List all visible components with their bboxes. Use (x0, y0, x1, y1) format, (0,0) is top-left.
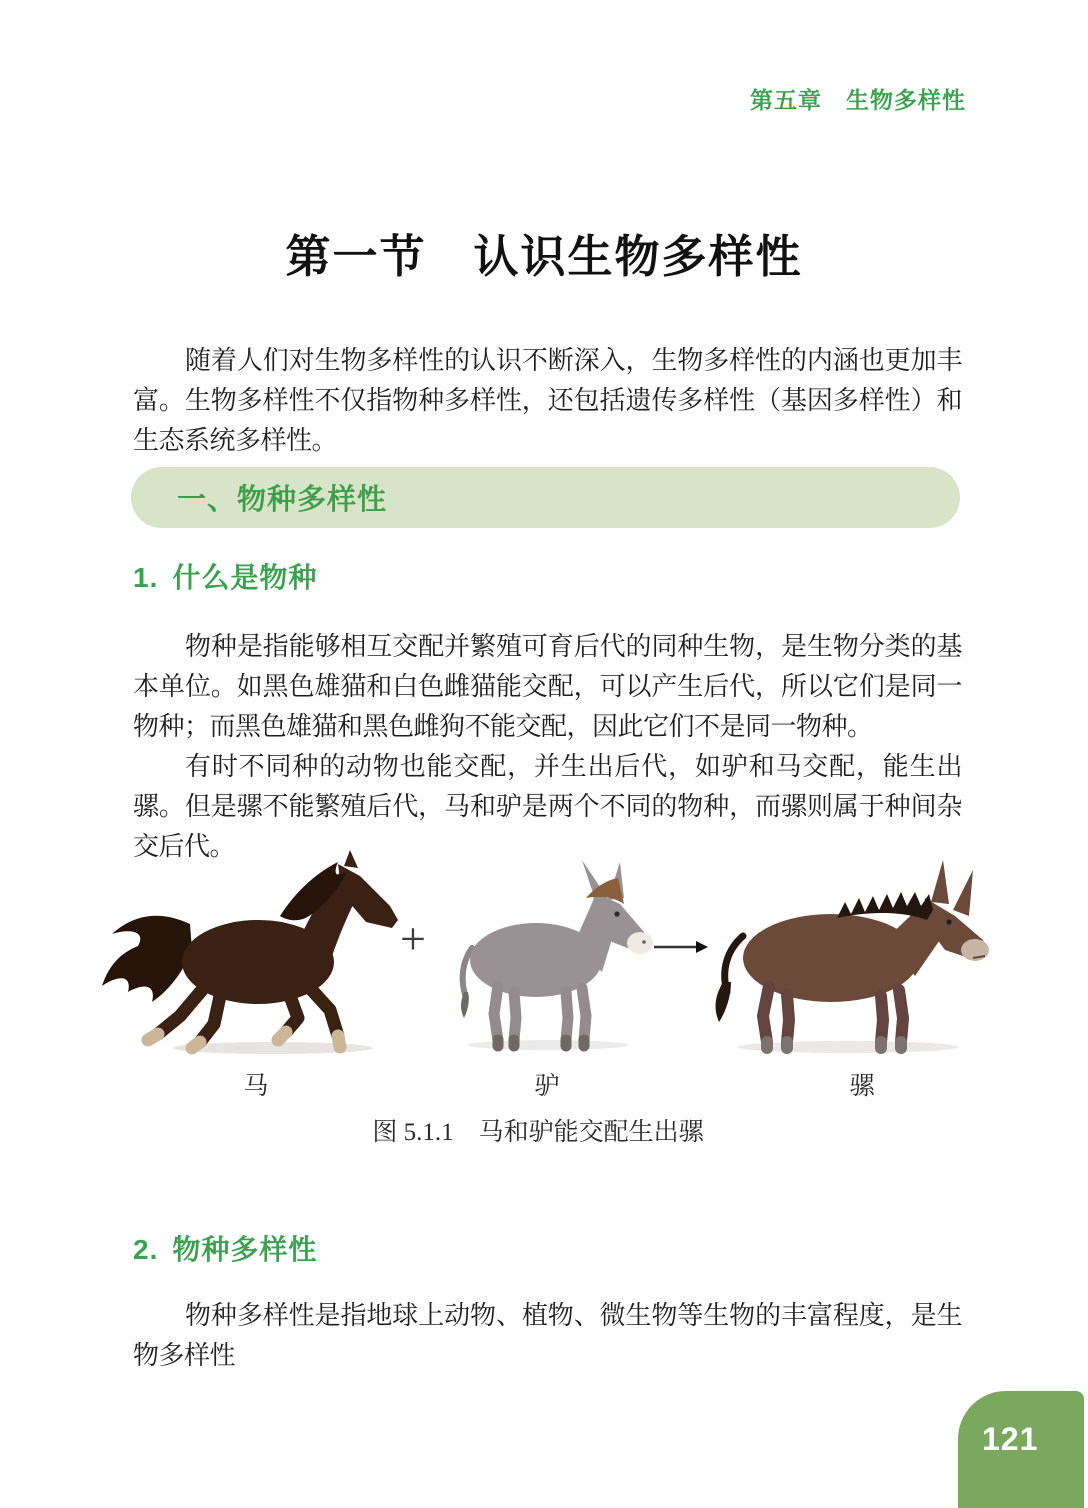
horse-image (98, 850, 418, 1058)
mule-image (703, 856, 995, 1054)
page-number: 121 (982, 1421, 1039, 1457)
figure-caption: 图 5.1.1 马和驴能交配生出骡 (372, 1119, 704, 1146)
horse-label: 马 (243, 1073, 269, 1100)
donkey-image (436, 856, 661, 1052)
subsection-1-number: 1. (133, 562, 159, 593)
section-banner (131, 467, 960, 528)
subsection-2-title: 物种多样性 (172, 1234, 318, 1265)
subsection-2-number: 2. (133, 1234, 159, 1265)
page-number-tab (958, 1391, 1084, 1508)
intro-paragraph: 随着人们对生物多样性的认识不断深入，生物多样性的内涵也更加丰富。生物多样性不仅指物种多样性，还包括遗传多样性（基因多样性）和生态系统多样性。 (133, 346, 962, 455)
plus-sign: + (400, 913, 426, 964)
subsection-2-heading (133, 1228, 317, 1268)
page-title: 第一节 认识生物多样性 (285, 231, 803, 283)
chapter-header: 第五章 生物多样性 (750, 87, 966, 113)
subsection-1-heading (133, 556, 317, 596)
section-banner-label: 一、物种多样性 (177, 484, 388, 516)
donkey-label: 驴 (534, 1073, 560, 1100)
subsection-1-title: 什么是物种 (172, 562, 318, 593)
species-definition-paragraph: 物种是指能够相互交配并繁殖可育后代的同种生物，是生物分类的基本单位。如黑色雄猫和白色雌猫能交配，可以产生后代，所以它们是同一物种；而黑色雄猫和黑色雌狗不能交配，因此它们不是同一物种。 (133, 632, 962, 741)
arrow-right-icon (654, 938, 708, 956)
hybrid-example-paragraph: 有时不同种的动物也能交配，并生出后代，如驴和马交配，能生出骡。但是骡不能繁殖后代，马和驴是两个不同的物种，而骡则属于种间杂交后代。 (133, 752, 962, 861)
species-diversity-paragraph: 物种多样性是指地球上动物、植物、微生物等生物的丰富程度，是生物多样性 (133, 1301, 962, 1370)
mule-label: 骡 (849, 1073, 875, 1100)
